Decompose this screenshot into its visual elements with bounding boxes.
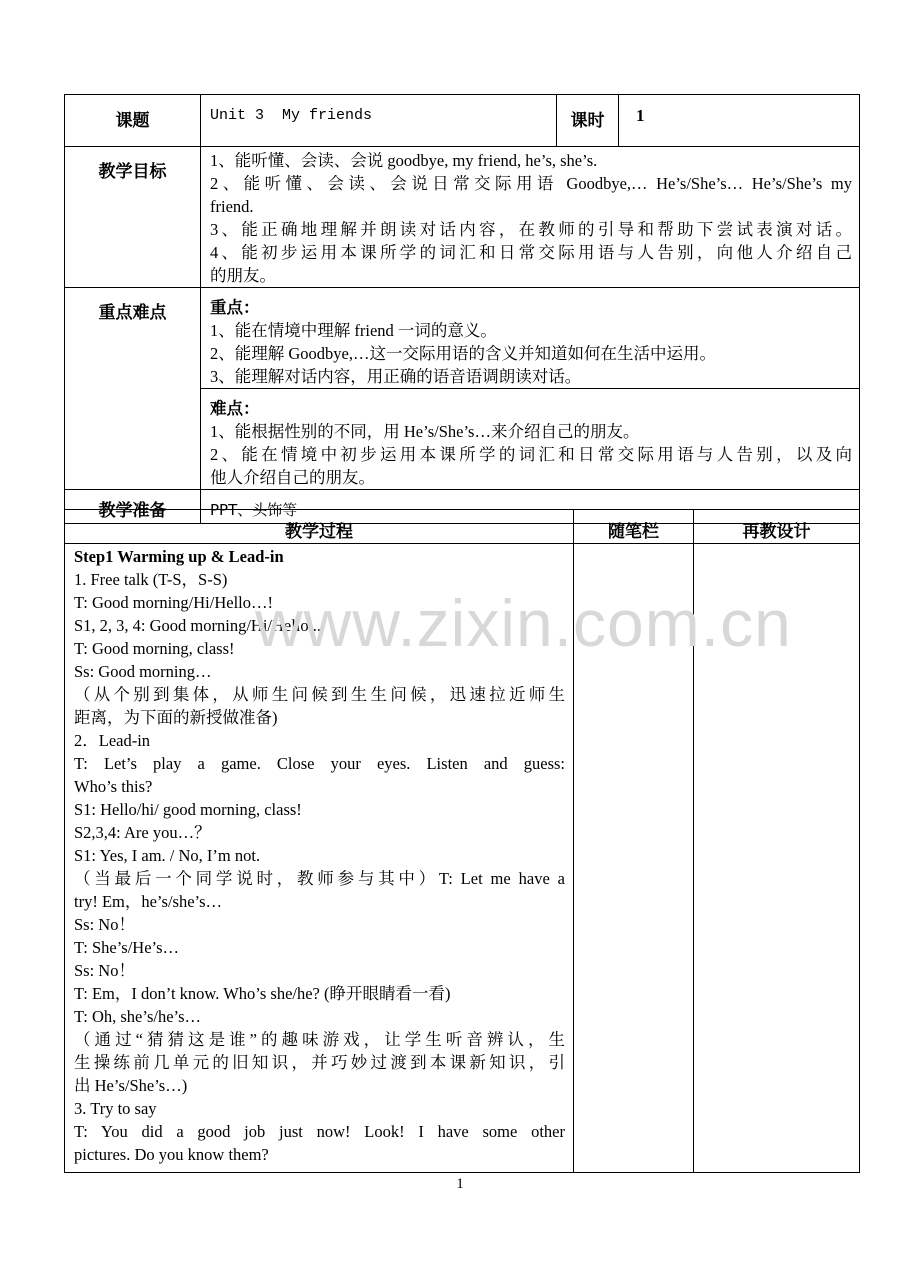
- process-line: T: Oh, she’s/he’s…: [74, 1007, 202, 1026]
- process-line: S1, 2, 3, 4: Good morning/Hi/Hello...: [74, 616, 322, 635]
- redesign-column: [694, 544, 860, 1173]
- process-line: （通过“猜猜这是谁”的趣味游戏，让学生听音辨认，生: [74, 1030, 565, 1049]
- key-points-label: 重点难点: [65, 288, 201, 490]
- process-line: （从个别到集体，从师生问候到生生问候，迅速拉近师生: [74, 685, 565, 704]
- objective-line: 2、能听懂、会读、会说日常交际用语 Goodbye,… He’s/She’s… He’s/She’s my: [210, 174, 852, 193]
- topic-label: 课题: [65, 95, 201, 147]
- step-title: Step1 Warming up & Lead-in: [74, 547, 284, 566]
- process-line: 生操练前几单元的旧知识，并巧妙过渡到本课新知识，引: [74, 1053, 565, 1072]
- process-line: T: She’s/He’s…: [74, 938, 180, 957]
- process-line: T: You did a good job just now! Look! I have some other: [74, 1122, 565, 1141]
- process-line: 3. Try to say: [74, 1099, 157, 1118]
- process-line: S1: Yes, I am. / No, I’m not.: [74, 846, 261, 865]
- process-line: S2,3,4: Are you…？: [74, 823, 211, 842]
- notes-column: [574, 544, 694, 1173]
- process-line: T: Good morning, class!: [74, 639, 235, 658]
- redesign-header: 再教设计: [694, 510, 860, 544]
- teaching-process-table: [64, 509, 860, 1173]
- process-content: [65, 544, 574, 1173]
- objective-line: 3、能正确地理解并朗读对话内容，在教师的引导和帮助下尝试表演对话。: [210, 220, 852, 239]
- process-line: pictures. Do you know them?: [74, 1145, 269, 1164]
- difficulty-line: 1、能根据性别的不同，用 He’s/She’s…来介绍自己的朋友。: [210, 422, 640, 441]
- process-line: Ss: No！: [74, 961, 135, 980]
- process-line: 2．Lead-in: [74, 731, 151, 750]
- preparation-value: PPT、头饰等: [201, 490, 860, 524]
- process-line: T: Let’s play a game. Close your eyes. Listen and guess:: [74, 754, 565, 773]
- lesson-info-table: [64, 94, 860, 524]
- focus-title: 重点：: [210, 298, 260, 317]
- process-line: 出 He’s/She’s…): [74, 1076, 188, 1095]
- difficulty-title: 难点：: [210, 399, 260, 418]
- objective-line: 的朋友。: [210, 266, 276, 285]
- focus-line: 2、能理解 Goodbye,…这一交际用语的含义并知道如何在生活中运用。: [210, 344, 716, 363]
- difficulty-content: [201, 389, 860, 490]
- focus-content: [201, 288, 860, 389]
- objective-line: 1、能听懂、会读、会说 goodbye, my friend, he’s, she’s.: [210, 151, 598, 170]
- process-line: 1. Free talk (T-S，S-S): [74, 570, 228, 589]
- objective-line: friend.: [210, 197, 254, 216]
- process-line: （当最后一个同学说时，教师参与其中）T: Let me have a: [74, 869, 565, 888]
- objective-line: 4、能初步运用本课所学的词汇和日常交际用语与人告别，向他人介绍自己: [210, 243, 852, 262]
- process-header: 教学过程: [65, 510, 574, 544]
- process-line: try! Em，he’s/she’s…: [74, 892, 223, 911]
- objectives-content: [201, 147, 860, 288]
- process-line: T: Good morning/Hi/Hello…!: [74, 593, 273, 612]
- watermark: www.zixin.com.cn: [255, 586, 792, 660]
- process-line: T: Em，I don’t know. Who’s she/he? (睁开眼睛看一看): [74, 984, 451, 1003]
- period-label: 课时: [557, 95, 619, 147]
- difficulty-line: 他人介绍自己的朋友。: [210, 468, 375, 487]
- focus-line: 1、能在情境中理解 friend 一词的意义。: [210, 321, 497, 340]
- page-number: 1: [456, 1176, 464, 1192]
- process-line: Who’s this?: [74, 777, 153, 796]
- focus-line: 3、能理解对话内容，用正确的语音语调朗读对话。: [210, 367, 582, 386]
- notes-header: 随笔栏: [574, 510, 694, 544]
- period-value: 1: [619, 95, 860, 147]
- process-line: S1: Hello/hi/ good morning, class!: [74, 800, 302, 819]
- topic-value: Unit 3 My friends: [201, 95, 557, 147]
- process-line: 距离，为下面的新授做准备): [74, 708, 278, 727]
- preparation-label: 教学准备: [65, 490, 201, 524]
- process-line: Ss: No！: [74, 915, 135, 934]
- objectives-label: 教学目标: [65, 147, 201, 288]
- difficulty-line: 2、能在情境中初步运用本课所学的词汇和日常交际用语与人告别，以及向: [210, 445, 852, 464]
- process-line: Ss: Good morning…: [74, 662, 212, 681]
